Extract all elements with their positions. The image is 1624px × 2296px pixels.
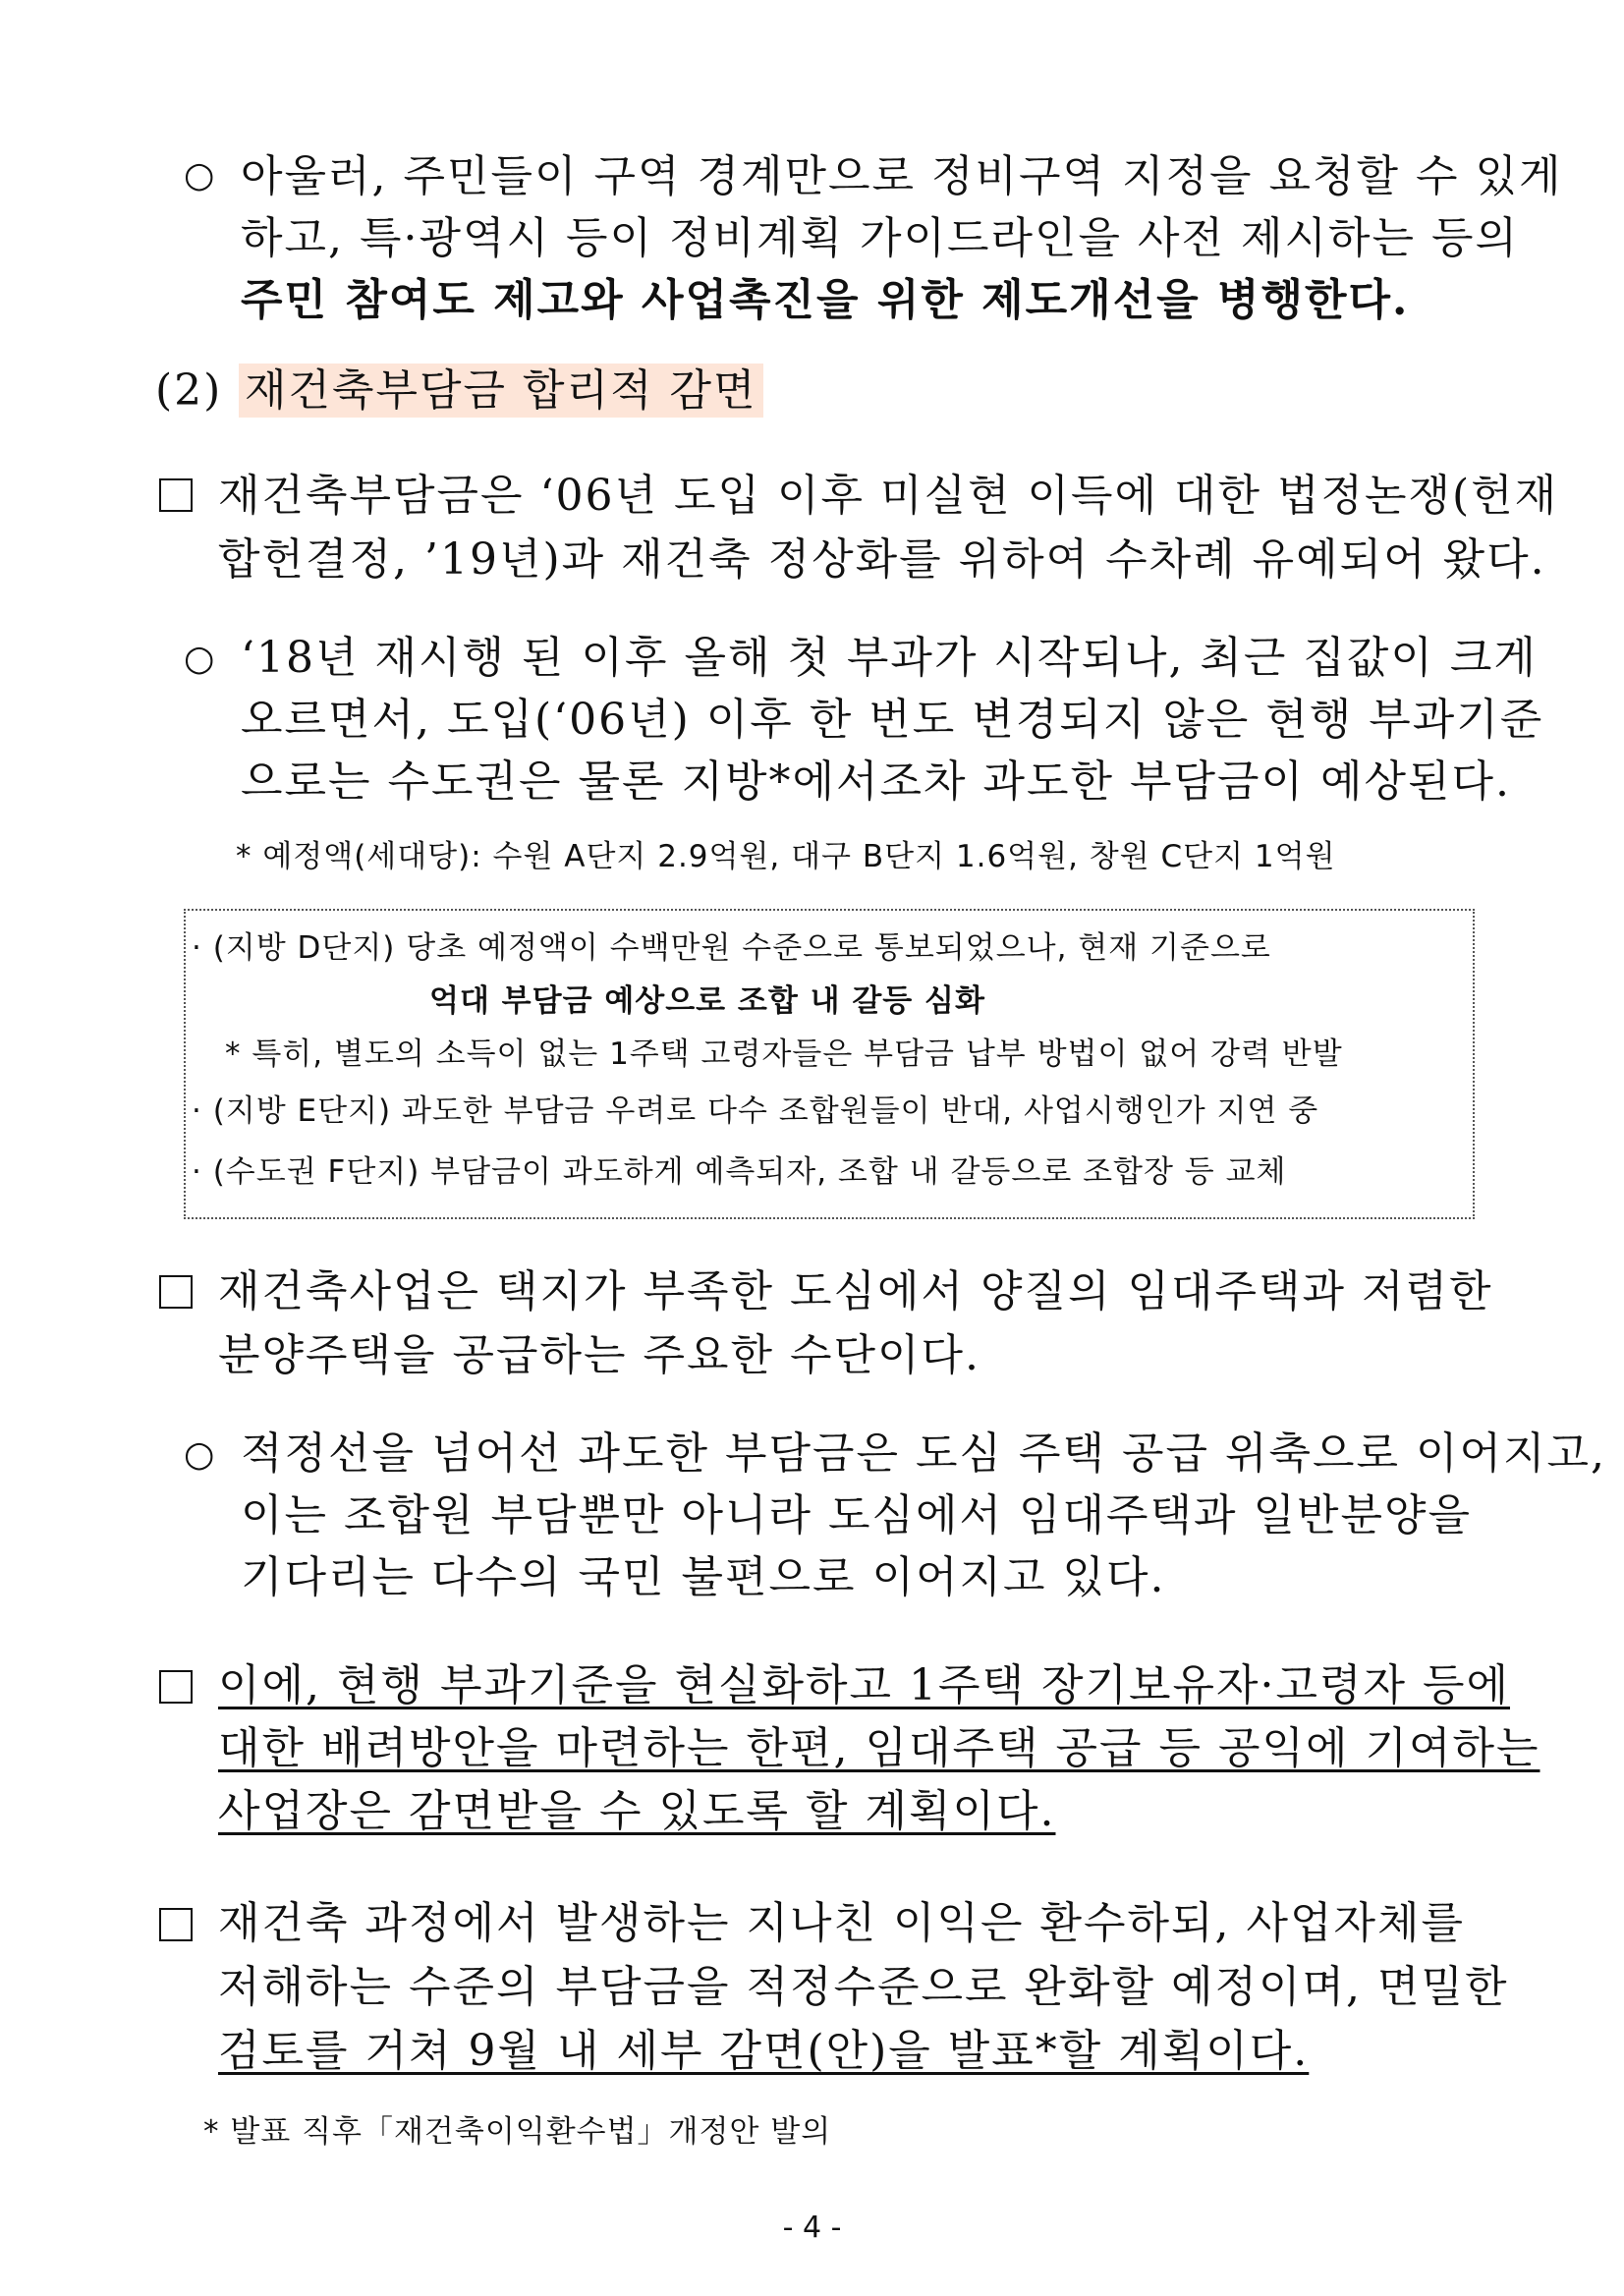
box-line-5: · (수도권 F단지) 부담금이 과도하게 예측되자, 조합 내 갈등으로 조합장 등 교체 xyxy=(192,1154,1287,1190)
p3-footnote: * 예정액(세대당): 수원 A단지 2.9억원, 대구 B단지 1.6억원, 창원 C단지 1억원 xyxy=(236,839,1336,874)
p7-footnote: * 발표 직후「재건축이익환수법」개정안 발의 xyxy=(203,2114,832,2150)
p5-line-3: 기다리는 다수의 국민 불편으로 이어지고 있다. xyxy=(241,1552,1166,1602)
example-box xyxy=(184,909,1475,1219)
page-number: - 4 - xyxy=(782,2211,842,2245)
box-line-4: · (지방 E단지) 과도한 부담금 우려로 다수 조합원들이 반대, 사업시행인가 지연 중 xyxy=(192,1093,1319,1129)
square-bullet-icon xyxy=(159,478,193,512)
square-bullet-icon xyxy=(159,1908,193,1941)
p1-line-2: 하고, 특·광역시 등이 정비계획 가이드라인을 사전 제시하는 등의 xyxy=(241,213,1519,263)
p3-line-1: ‘18년 재시행 된 이후 올해 첫 부과가 시작되나, 최근 집값이 크게 xyxy=(241,633,1538,683)
p4-line-2: 분양주택을 공급하는 주요한 수단이다. xyxy=(218,1330,981,1380)
p1-line-1: 아울러, 주민들이 구역 경계만으로 정비구역 지정을 요청할 수 있게 xyxy=(241,151,1563,201)
circle-bullet-icon: ○ xyxy=(184,1434,215,1475)
p5-line-1: 적정선을 넘어선 과도한 부담금은 도심 주택 공급 위축으로 이어지고, xyxy=(241,1428,1606,1479)
circle-bullet-icon: ○ xyxy=(184,639,215,679)
p2-line-1: 재건축부담금은 ‘06년 도입 이후 미실현 이득에 대한 법정논쟁(헌재 xyxy=(218,471,1559,521)
p3-line-2: 오르면서, 도입(‘06년) 이후 한 번도 변경되지 않은 현행 부과기준 xyxy=(241,695,1544,745)
square-bullet-icon xyxy=(159,1275,193,1309)
box-line-2: 억대 부담금 예상으로 조합 내 갈등 심화 xyxy=(429,983,985,1019)
p2-line-2: 합헌결정, ’19년)과 재건축 정상화를 위하여 수차례 유예되어 왔다. xyxy=(218,534,1546,585)
box-line-3: * 특히, 별도의 소득이 없는 1주택 고령자들은 부담금 납부 방법이 없어 강력 반발 xyxy=(225,1036,1343,1072)
p6-line-1: 이에, 현행 부과기준을 현실화하고 1주택 장기보유자·고령자 등에 xyxy=(218,1660,1510,1710)
circle-bullet-icon: ○ xyxy=(184,155,215,196)
p5-line-2: 이는 조합원 부담뿐만 아니라 도심에서 임대주택과 일반분양을 xyxy=(241,1490,1473,1540)
p7-line-3: 검토를 거쳐 9월 내 세부 감면(안)을 발표*할 계획이다. xyxy=(218,2026,1310,2076)
square-bullet-icon xyxy=(159,1670,193,1704)
p6-line-3: 사업장은 감면받을 수 있도록 할 계획이다. xyxy=(218,1786,1056,1836)
p4-line-1: 재건축사업은 택지가 부족한 도심에서 양질의 임대주택과 저렴한 xyxy=(218,1266,1493,1316)
p1-line-3: 주민 참여도 제고와 사업촉진을 위한 제도개선을 병행한다. xyxy=(241,275,1410,325)
section-number: (2) xyxy=(155,365,223,416)
p3-line-3: 으로는 수도권은 물론 지방*에서조차 과도한 부담금이 예상된다. xyxy=(241,756,1512,807)
p6-line-2: 대한 배려방안을 마련하는 한편, 임대주택 공급 등 공익에 기여하는 xyxy=(218,1723,1540,1773)
section-title: 재건축부담금 합리적 감면 xyxy=(239,362,763,420)
p7-line-2: 저해하는 수준의 부담금을 적정수준으로 완화할 예정이며, 면밀한 xyxy=(218,1962,1509,2012)
box-line-1: · (지방 D단지) 당초 예정액이 수백만원 수준으로 통보되었으나, 현재 기준으로 xyxy=(192,930,1271,966)
p7-line-1: 재건축 과정에서 발생하는 지나친 이익은 환수하되, 사업자체를 xyxy=(218,1898,1466,1948)
